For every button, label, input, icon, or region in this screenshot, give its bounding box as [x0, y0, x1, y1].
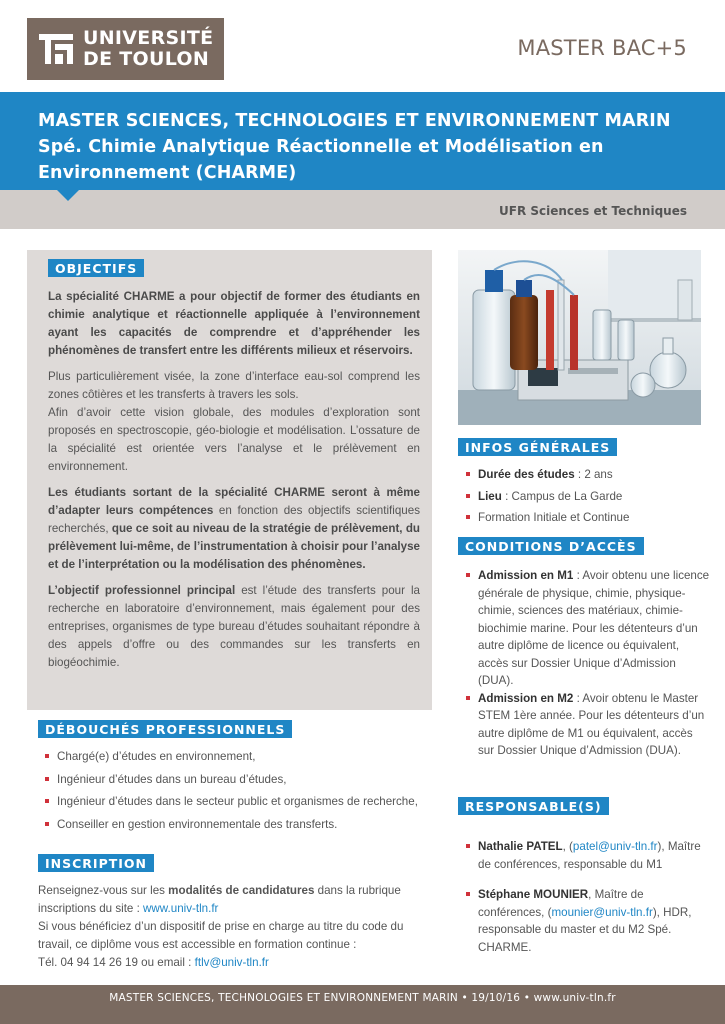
responsable-2-name: Stéphane MOUNIER [478, 888, 589, 901]
responsable-1-name: Nathalie PATEL [478, 840, 563, 853]
infos-list [466, 466, 706, 531]
objectifs-skills-text: en fonction des objectifs scientifiques recherchés, [48, 504, 420, 535]
inscription-continuing-text: Si vous bénéficiez d’un dispositif de prise en charge au titre du code du travail, ce diplôme vous est accessible en formation continue : [38, 920, 404, 951]
logo-emblem-icon [37, 30, 75, 68]
objectifs-strategy-bold: que ce soit au niveau de la stratégie de prélèvement, du prélèvement lui-même, de l’instrumentation à choisir pour l’analyse et de l’interprétation ou la modélisation des phénomènes. [48, 522, 420, 571]
list-item: Ingénieur d’études dans un bureau d’études, [45, 771, 425, 789]
debouches-heading: DÉBOUCHÉS PROFESSIONNELS [38, 720, 292, 738]
responsable-2-sep: , Maître de conférences, ( [478, 888, 644, 919]
responsable-2-role: ), HDR, responsable du master et du M2 Spé. CHARME. [478, 905, 692, 954]
ufr-label: UFR Sciences et Techniques [499, 204, 687, 218]
responsables-list [466, 838, 711, 969]
lieu-label: Lieu [478, 489, 502, 503]
responsable-1-role: ), Maître de conférences, responsable du M1 [478, 840, 701, 871]
objectifs-intro: La spécialité CHARME a pour objectif de former des étudiants en chimie analytique et réactionnelle appliquée à l’environnement ayant les capacités de comprendre et d’appréhender les phénomènes de transfert entre les différents milieux et réservoirs. [48, 290, 420, 357]
inscription-text [38, 882, 432, 972]
objectifs-skills-bold: Les étudiants sortant de la spécialité CHARME seront à même d’adapter leurs compétences [48, 486, 420, 517]
university-website-link[interactable]: www.univ-tln.fr [143, 902, 219, 915]
specialty-title-line-1: Spé. Chimie Analytique Réactionnelle et Modélisation en [38, 137, 604, 157]
objectifs-heading: OBJECTIFS [48, 259, 144, 277]
conditions-list [466, 567, 711, 760]
inscription-contact-text: Tél. 04 94 14 26 19 ou email : [38, 956, 195, 969]
list-item [466, 567, 711, 690]
logo-line-1: UNIVERSITÉ [83, 27, 214, 49]
list-item: Formation Initiale et Continue [466, 509, 706, 527]
list-item [466, 466, 706, 484]
university-logo [27, 18, 224, 80]
m2-label: Admission en M2 [478, 691, 574, 705]
logo-line-2: DE TOULON [83, 48, 210, 70]
inscription-intro: Renseignez-vous sur les [38, 884, 169, 897]
m2-text: : Avoir obtenu le Master STEM 1ère année. Pour les détenteurs d’un autre diplôme de M1 ou équivalent, accès sur Dossier Unique d’Admission (DUA). [478, 691, 705, 757]
ftlv-email-link[interactable]: ftlv@univ-tln.fr [194, 956, 269, 969]
list-item: Ingénieur d’études dans le secteur public et organismes de recherche, [45, 793, 425, 811]
list-item [466, 488, 706, 506]
degree-level: MASTER BAC+5 [517, 36, 687, 60]
lieu-value: : Campus de La Garde [501, 489, 623, 503]
title-band [0, 92, 725, 190]
conditions-heading: CONDITIONS D’ACCÈS [458, 537, 644, 555]
list-item [466, 690, 711, 760]
list-item [466, 838, 711, 873]
inscription-intro-end: dans la rubrique inscriptions du site : [38, 884, 401, 915]
list-item: Chargé(e) d’études en environnement, [45, 748, 425, 766]
duree-value: : 2 ans [574, 468, 613, 481]
objectifs-section [27, 250, 432, 710]
logo-wordmark [83, 28, 213, 70]
inscription-modalities: modalités de candidatures [168, 884, 315, 897]
objectifs-text [48, 288, 420, 680]
mounier-email-link[interactable]: mounier@univ-tln.fr [551, 905, 653, 919]
responsable-1-sep: , ( [562, 840, 573, 853]
responsables-heading: RESPONSABLE(S) [458, 797, 609, 815]
infos-heading: INFOS GÉNÉRALES [458, 438, 617, 456]
patel-email-link[interactable]: patel@univ-tln.fr [572, 840, 658, 853]
objectifs-zone-text: Plus particulièrement visée, la zone d’interface eau-sol comprend les zones côtières et les transferts à travers les sols. [48, 370, 420, 401]
m1-label: Admission en M1 [478, 569, 574, 582]
objectifs-goal-bold: L’objectif professionnel principal [48, 584, 236, 597]
title-notch-arrow [55, 188, 81, 201]
objectifs-goal-text: est l’étude des transferts pour la recherche en laboratoire d’environnement, mais également pour des entreprises, organismes de type bureau d’études souhaitant répondre à des appels d’offre ou des commandes sur les transferts en biogéochimie. [48, 584, 420, 669]
laboratory-photo [458, 250, 701, 425]
program-title: MASTER SCIENCES, TECHNOLOGIES ET ENVIRONNEMENT MARIN [38, 111, 671, 131]
inscription-heading: INSCRIPTION [38, 854, 154, 872]
specialty-title-line-2: Environnement (CHARME) [38, 163, 297, 183]
m1-text: : Avoir obtenu une licence générale de physique, chimie, physique-chimie, sciences des matériaux, chimie-biochimie marine. Pour les détenteurs d’un autre diplôme de licence ou équivalent, accès sur Dossier Unique d’Admission (DUA). [478, 569, 710, 687]
ufr-band [0, 190, 725, 229]
debouches-list [45, 748, 425, 838]
laboratory-equipment-icon [458, 250, 701, 425]
duree-label: Durée des études [478, 468, 575, 481]
list-item: Conseiller en gestion environnementale des transferts. [45, 816, 425, 834]
objectifs-modules-text: Afin d’avoir cette vision globale, des modules d’exploration sont proposés en spectroscopie, géo-biologie et modélisation. L’ossature de la spécialité est orientée vers l’analyse et le prélèvement en environnement. [48, 406, 420, 473]
list-item [466, 886, 711, 956]
footer: MASTER SCIENCES, TECHNOLOGIES ET ENVIRONNEMENT MARIN • 19/10/16 • www.univ-tln.fr [0, 985, 725, 1024]
